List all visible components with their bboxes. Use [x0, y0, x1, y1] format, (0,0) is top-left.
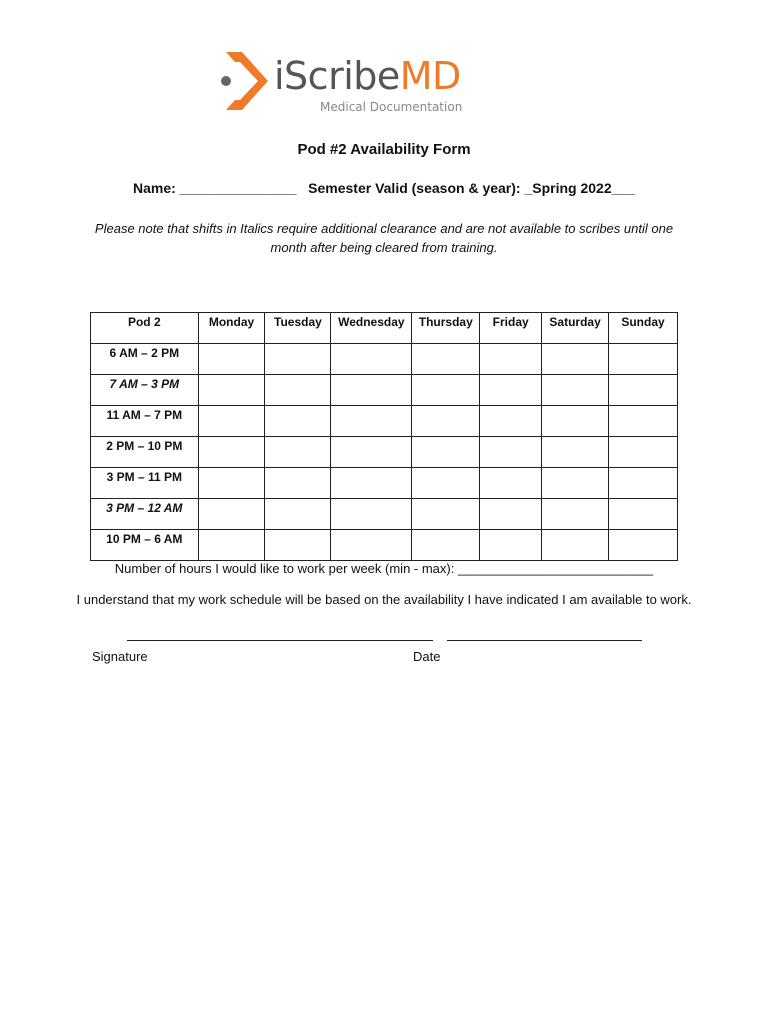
availability-cell-friday[interactable] — [480, 437, 542, 468]
schedule-acknowledgement: I understand that my work schedule will be based on the availability I have indicated I am available to work. — [76, 592, 692, 607]
form-title: Pod #2 Availability Form — [297, 141, 471, 158]
availability-cell-thursday[interactable] — [412, 375, 480, 406]
availability-cell-saturday[interactable] — [542, 499, 609, 530]
logo-wordmark: iScribeMD — [274, 54, 461, 98]
table-row — [91, 468, 678, 499]
availability-cell-sunday[interactable] — [609, 499, 678, 530]
header-sunday: Sunday — [609, 313, 678, 344]
availability-cell-tuesday[interactable] — [265, 437, 331, 468]
availability-cell-wednesday[interactable] — [331, 437, 412, 468]
header-saturday: Saturday — [542, 313, 609, 344]
header-monday: Monday — [198, 313, 265, 344]
availability-cell-wednesday[interactable] — [331, 344, 412, 375]
availability-cell-thursday[interactable] — [412, 406, 480, 437]
signature-label: Signature — [92, 649, 148, 664]
name-semester-line: Name: _______________ Semester Valid (season & year): _Spring 2022___ — [133, 180, 635, 196]
shift-label: 6 AM – 2 PM — [91, 344, 199, 375]
availability-cell-monday[interactable] — [198, 344, 265, 375]
table-row — [91, 344, 678, 375]
shift-label: 3 PM – 11 PM — [91, 468, 199, 499]
availability-cell-wednesday[interactable] — [331, 406, 412, 437]
shift-label: 7 AM – 3 PM — [91, 375, 199, 406]
availability-cell-sunday[interactable] — [609, 437, 678, 468]
availability-cell-monday[interactable] — [198, 375, 265, 406]
header-thursday: Thursday — [412, 313, 480, 344]
availability-cell-thursday[interactable] — [412, 499, 480, 530]
availability-cell-thursday[interactable] — [412, 437, 480, 468]
header-friday: Friday — [480, 313, 542, 344]
shift-label: 3 PM – 12 AM — [91, 499, 199, 530]
table-row — [91, 499, 678, 530]
availability-cell-friday[interactable] — [480, 530, 542, 561]
availability-cell-thursday[interactable] — [412, 468, 480, 499]
table-row — [91, 530, 678, 561]
availability-cell-tuesday[interactable] — [265, 375, 331, 406]
date-line[interactable] — [447, 640, 642, 641]
availability-cell-sunday[interactable] — [609, 468, 678, 499]
availability-cell-sunday[interactable] — [609, 344, 678, 375]
logo-subtitle: Medical Documentation — [320, 100, 463, 114]
header-tuesday: Tuesday — [265, 313, 331, 344]
date-label: Date — [413, 649, 441, 664]
availability-cell-monday[interactable] — [198, 406, 265, 437]
availability-cell-monday[interactable] — [198, 468, 265, 499]
availability-cell-wednesday[interactable] — [331, 530, 412, 561]
italics-clearance-note: Please note that shifts in Italics require additional clearance and are not available to scribes until one month after being cleared from training. — [94, 221, 674, 255]
availability-cell-wednesday[interactable] — [331, 468, 412, 499]
availability-cell-monday[interactable] — [198, 530, 265, 561]
availability-cell-thursday[interactable] — [412, 530, 480, 561]
availability-cell-monday[interactable] — [198, 437, 265, 468]
availability-cell-saturday[interactable] — [542, 344, 609, 375]
chevron-arrow-icon — [218, 48, 272, 114]
company-logo — [218, 48, 468, 118]
signature-line[interactable] — [127, 640, 433, 641]
availability-cell-saturday[interactable] — [542, 530, 609, 561]
hours-per-week-line: Number of hours I would like to work per week (min - max): ___________________________ — [114, 561, 654, 576]
availability-cell-friday[interactable] — [480, 344, 542, 375]
availability-cell-friday[interactable] — [480, 468, 542, 499]
availability-table — [90, 312, 678, 561]
availability-cell-saturday[interactable] — [542, 437, 609, 468]
availability-cell-thursday[interactable] — [412, 344, 480, 375]
availability-cell-wednesday[interactable] — [331, 375, 412, 406]
shift-label: 10 PM – 6 AM — [91, 530, 199, 561]
table-header-row — [91, 313, 678, 344]
availability-cell-tuesday[interactable] — [265, 499, 331, 530]
availability-cell-tuesday[interactable] — [265, 406, 331, 437]
availability-cell-friday[interactable] — [480, 375, 542, 406]
table-row — [91, 437, 678, 468]
availability-cell-saturday[interactable] — [542, 406, 609, 437]
availability-cell-monday[interactable] — [198, 499, 265, 530]
availability-cell-friday[interactable] — [480, 406, 542, 437]
availability-cell-tuesday[interactable] — [265, 468, 331, 499]
table-row — [91, 375, 678, 406]
table-row — [91, 406, 678, 437]
shift-label: 2 PM – 10 PM — [91, 437, 199, 468]
availability-cell-friday[interactable] — [480, 499, 542, 530]
header-wednesday: Wednesday — [331, 313, 412, 344]
shift-label: 11 AM – 7 PM — [91, 406, 199, 437]
availability-cell-sunday[interactable] — [609, 406, 678, 437]
availability-cell-sunday[interactable] — [609, 375, 678, 406]
availability-cell-saturday[interactable] — [542, 375, 609, 406]
availability-cell-wednesday[interactable] — [331, 499, 412, 530]
availability-cell-sunday[interactable] — [609, 530, 678, 561]
header-pod: Pod 2 — [91, 313, 199, 344]
availability-cell-tuesday[interactable] — [265, 530, 331, 561]
availability-cell-saturday[interactable] — [542, 468, 609, 499]
availability-cell-tuesday[interactable] — [265, 344, 331, 375]
